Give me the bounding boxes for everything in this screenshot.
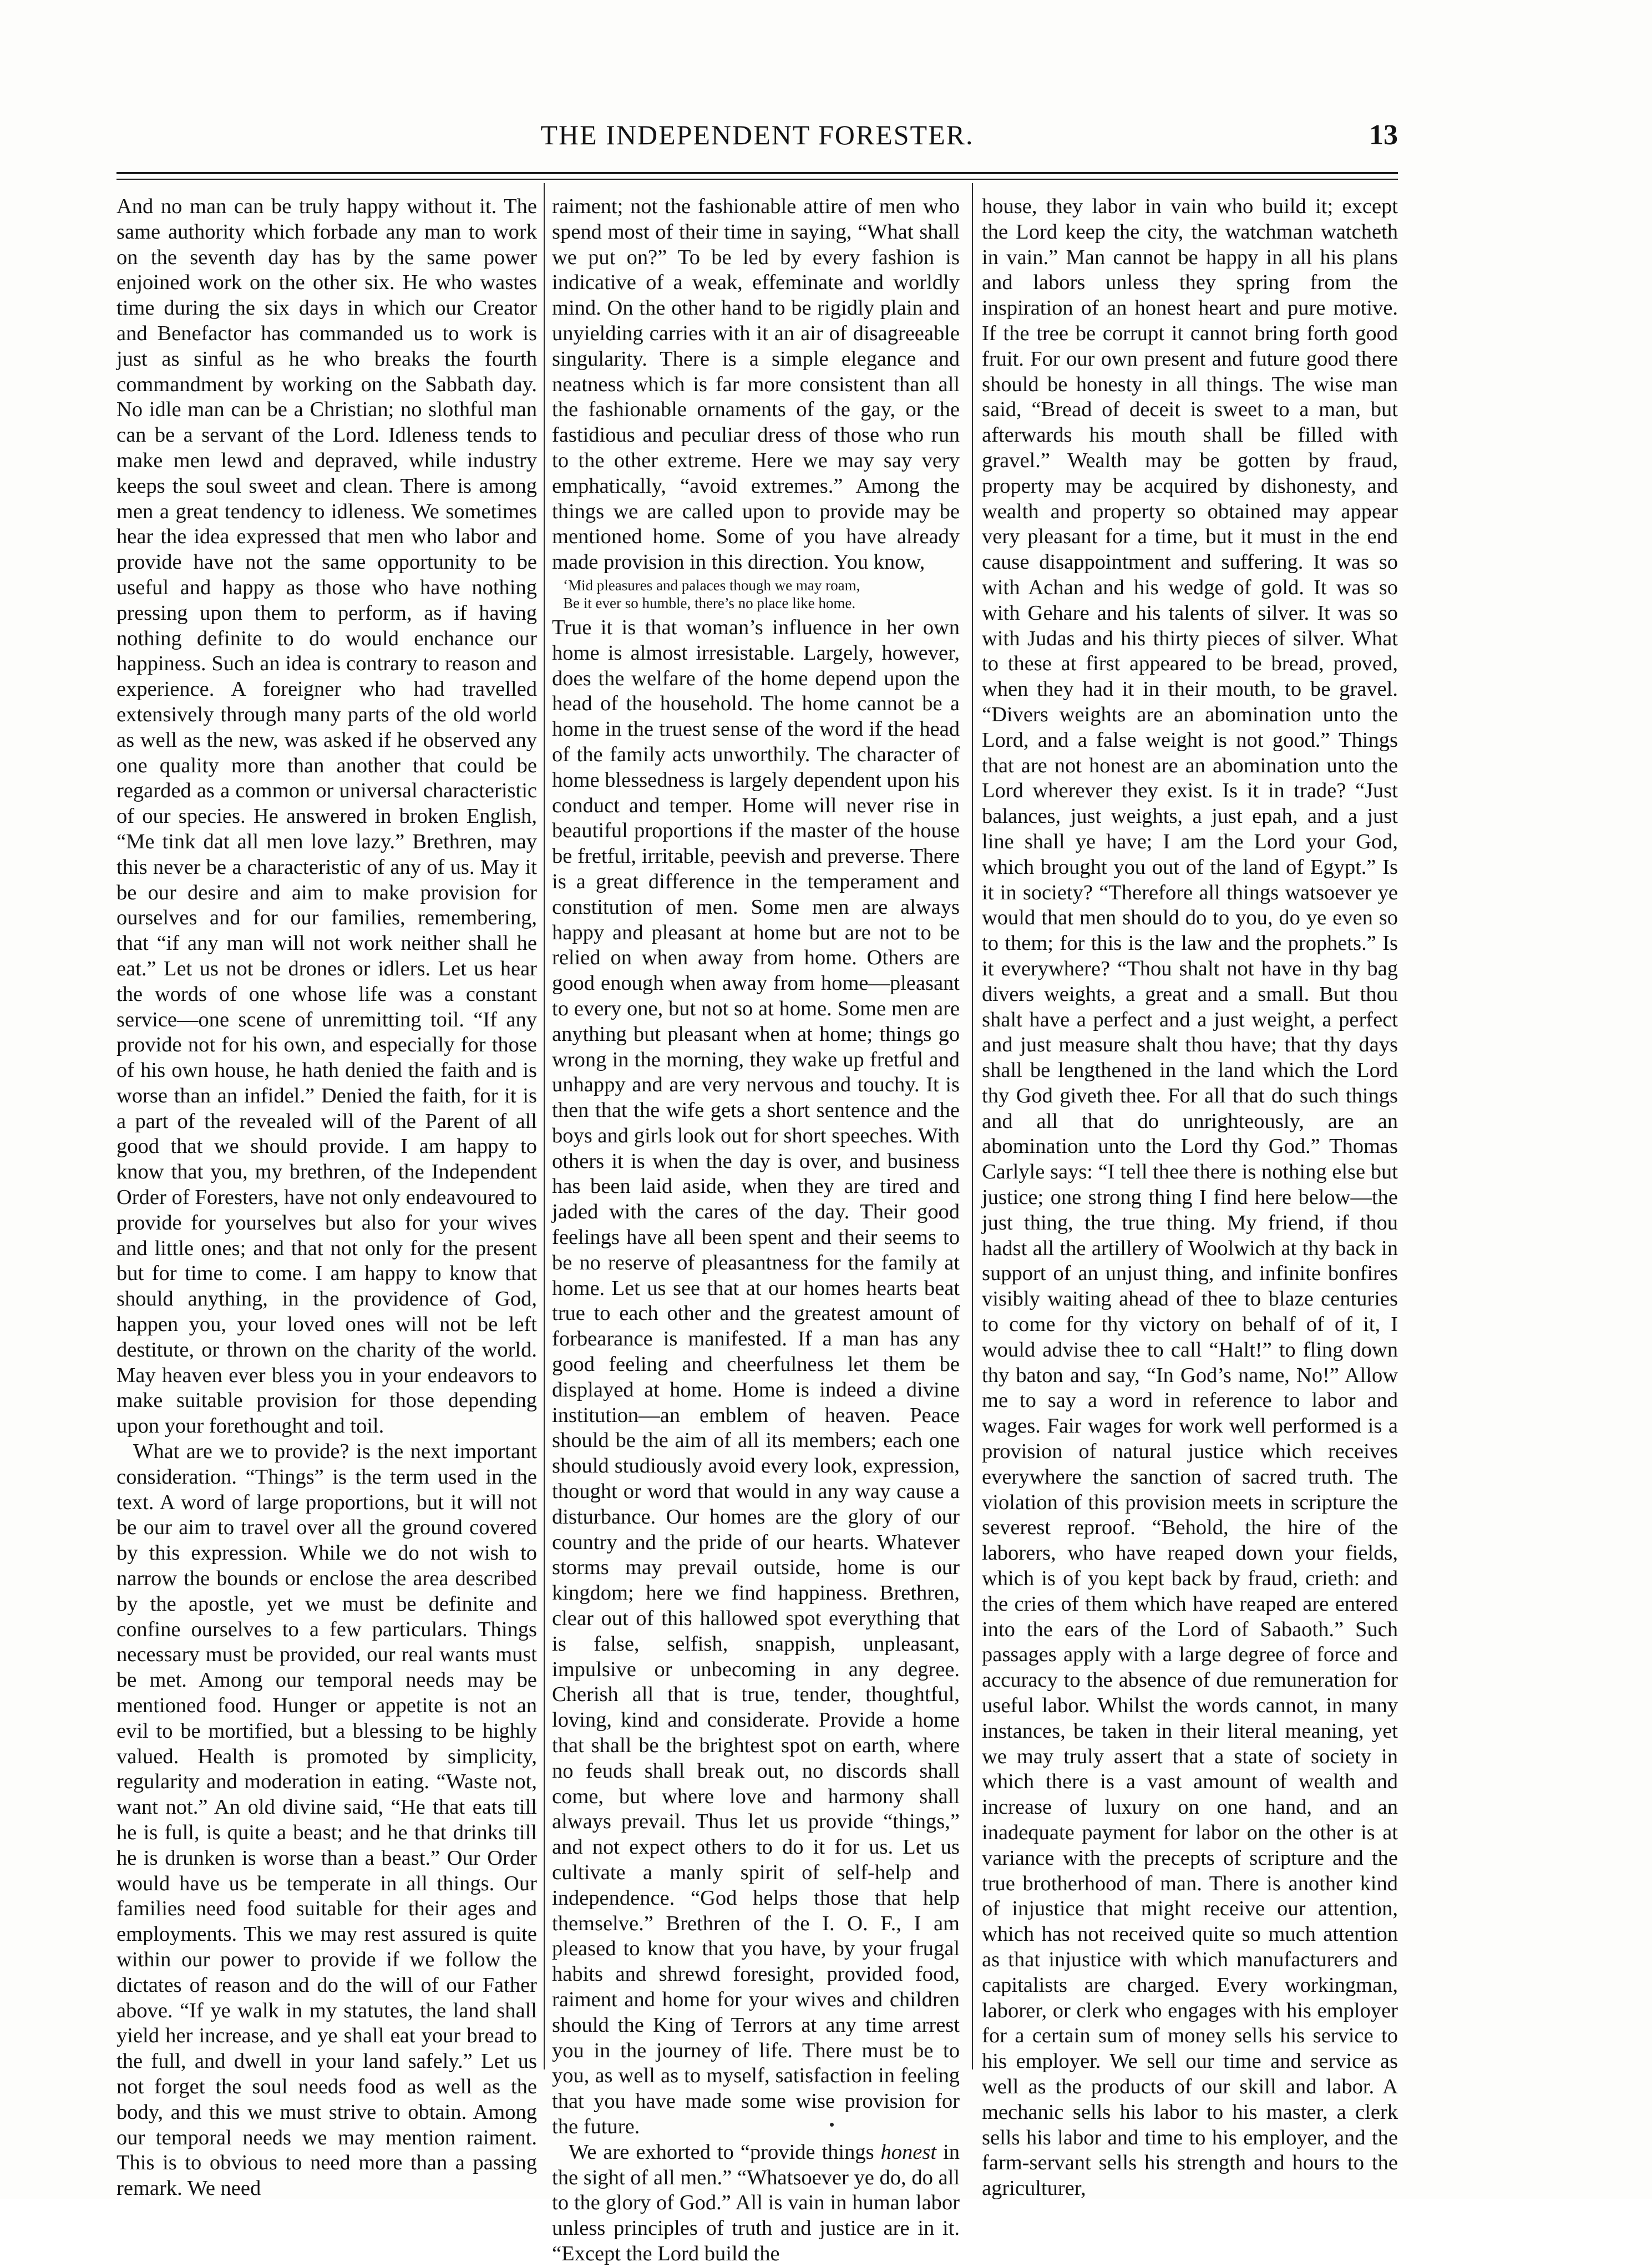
header-rule-thick [116, 172, 1398, 174]
text-column-2 [552, 194, 960, 2265]
paragraph: What are we to provide? is the next important consideration. “Things” is the term used in the text. A word of large proportions, but it will not be our aim to travel over all the ground covered by this expression. While we do not wish to narrow the bounds or enclose the area described by the apostle, yet we must be definite and confine ourselves to a few particulars. Things necessary must be provided, our real wants must be met. Among our temporal needs may be mentioned food. Hunger or appetite is not an evil to be mortified, but a blessing to be highly valued. Health is promoted by simplicity, regularity and moderation in eating. “Waste not, want not.” An old divine said, “He that eats till he is full, is quite a beast; and he that drinks till he is drunken is worse than a beast.” Our Order would have us be temperate in all things. Our families need food suitable for their ages and employments. This we may rest assured is quite within our power to provide if we follow the dictates of reason and do the will of our Father above. “If ye walk in my statutes, the land shall yield her increase, and ye shall eat your bread to the full, and dwell in your land safely.” Let us not forget the soul needs food as well as the body, and this we must strive to obtain. Among our temporal needs we may mention raiment. This is to obvious to need more than a passing remark. We need [116, 1440, 537, 2200]
verse-quotation [552, 576, 960, 612]
column-divider-1 [544, 183, 545, 2069]
page-number: 13 [1369, 119, 1398, 151]
paragraph: raiment; not the fashionable attire of men who spend most of their time in saying, “What shall we put on?” To be led by every fashion is indicative of a weak, effeminate and worldly mind. On the other hand to be rigidly plain and unyielding carries with it an air of disagreeable singularity. There is a simple elegance and neatness which is far more consistent than all the fashionable ornaments of the gay, or the fastidious and peculiar dress of those who run to the other extreme. Here we may say very emphatically, “avoid extremes.” Among the things we are called upon to provide may be mentioned home. Some of you have already made provision in this direction. You know, [552, 195, 960, 574]
masthead-title: THE INDEPENDENT FORESTER. [540, 119, 974, 150]
page-header [116, 119, 1398, 158]
italic-word: honest [880, 2140, 937, 2164]
text-column-1 [116, 194, 537, 2200]
paragraph: house, they labor in vain who build it; except the Lord keep the city, the watchman watcheth in vain.” Man cannot be happy in all his plans and labors unless they spring from the inspiration of an honest heart and pure motive. If the tree be corrupt it cannot bring forth good fruit. For our own present and future good there should be honesty in all things. The wise man said, “Bread of deceit is sweet to a man, but afterwards his mouth shall be filled with gravel.” Wealth may be gotten by fraud, property may be acquired by dishonesty, and wealth and property so obtained may appear very pleasant for a time, but it must in the end cause disappointment and suffering. It was so with Achan and his wedge of gold. It was so with Gehare and his talents of silver. It was so with Judas and his thirty pieces of silver. What to these at first appeared to be bread, proved, when they had it in their mouth, to be gravel. “Divers weights are an abomination unto the Lord, and a false weight is not good.” Things that are not honest are an abomination unto the Lord wherever they exist. Is it in trade? “Just balances, just weights, a just epah, and a just line shall ye have; I am the Lord your God, which brought you out of the land of Egypt.” Is it in society? “Therefore all things watsoever ye would that men should do to you, do ye even so to them; for this is the law and the prophets.” Is it everywhere? “Thou shalt not have in thy bag divers weights, a great and a small. But thou shalt have a perfect and a just weight, a perfect and just measure shalt thou have; that thy days shall be lengthened in the land which the Lord thy God giveth thee. For all that do such things and all that do unrighteously, are an abomination unto the Lord thy God.” Thomas Carlyle says: “I tell thee there is nothing else but justice; one strong thing I find here below—the just thing, the true thing. My friend, if thou hadst all the artillery of Woolwich at thy back in support of an unjust thing, and infinite bonfires visibly waiting ahead of thee to blaze centuries to come for thy victory on behalf of of it, I would advise thee to call “Halt!” to fling down thy baton and say, “In God’s name, No!” Allow me to say a word in reference to labor and wages. Fair wages for work well performed is a provision of natural justice which receives everywhere the sanction of sacred truth. The violation of this provision meets in scripture the severest reproof. “Behold, the hire of the laborers, who have reaped down your fields, which is of you kept back by fraud, crieth: and the cries of them which have reaped are entered into the ears of the Lord of Sabaoth.” Such passages apply with a large degree of force and accuracy to the absence of due remuneration for useful labor. Whilst the words cannot, in many instances, be taken in their literal meaning, yet we may truly assert that a state of society in which there is a vast amount of wealth and increase of luxury on one hand, and an inadequate payment for labor on the other is at variance with the precepts of scripture and the true brotherhood of man. There is another kind of injustice that might receive our attention, which has not received quite so much attention as that injustice with which manufacturers and capitalists are charged. Every workingman, laborer, or clerk who engages with his employer for a certain sum of money sells his service to his employer. We sell our time and service as well as the products of our skill and labor. A mechanic sells his labor to his master, a clerk sells his labor and time to his employer, and the farm-servant sells his strength and hours to the agriculturer, [982, 195, 1398, 2200]
column-divider-2 [972, 183, 973, 2069]
verse-line: ‘Mid pleasures and palaces though we may roam, [563, 576, 860, 594]
paragraph: And no man can be truly happy without it. The same authority which forbade any man to work on the seventh day has by the same power enjoined work on the other six. He who wastes time during the six days in which our Creator and Benefactor has commanded us to work is just as sinful as he who breaks the fourth commandment by working on the Sabbath day. No idle man can be a Christian; no slothful man can be a servant of the Lord. Idleness tends to make men lewd and depraved, while industry keeps the soul sweet and clean. There is among men a great tendency to idleness. We sometimes hear the idea expressed that men who labor and provide have not the same opportunity to be useful and happy as those who have nothing pressing upon them to perform, as if having nothing definite to do would enchance our happiness. Such an idea is contrary to reason and experience. A foreigner who had travelled extensively through many parts of the old world as well as the new, was asked if he observed any one quality more than another that could be regarded as a common or universal characteristic of our species. He answered in broken English, “Me tink dat all men love lazy.” Brethren, may this never be a characteristic of any of us. May it be our desire and aim to make provision for ourselves and for our families, remembering, that “if any man will not work neither shall he eat.” Let us not be drones or idlers. Let us hear the words of one whose life was a constant service—one scene of unremitting toil. “If any provide not for his own, and especially for those of his own house, he hath denied the faith and is worse than an infidel.” Denied the faith, for it is a part of the revealed will of the Parent of all good that we should provide. I am happy to know that you, my brethren, of the Independent Order of Foresters, have not only endeavoured to provide for yourselves but also for your wives and little ones; and that not only for the present but for time to come. I am happy to know that should anything, in the providence of God, happen you, your loved ones will not be left destitute, or thrown on the charity of the world. May heaven ever bless you in your endeavors to make suitable provision for those depending upon your forethought and toil. [116, 195, 537, 1438]
text-run: in the sight of all men.” “Whatsoever ye do, do all to the glory of God.” All is vain in human labor unless principles of truth and justice are in it. “Except the Lord build the [552, 2140, 960, 2265]
ink-dot [830, 2123, 834, 2127]
verse-line: Be it ever so humble, there’s no place like home. [563, 594, 856, 611]
paragraph: True it is that woman’s influence in her own home is almost irresistable. Largely, however, does the welfare of the home depend upon the head of the household. The home cannot be a home in the truest sense of the word if the head of the family acts unworthily. The character of home blessedness is largely dependent upon his conduct and temper. Home will never rise in beautiful proportions if the master of the house be fretful, irritable, peevish and preverse. There is a great difference in the temperament and constitution of men. Some men are always happy and pleasant at home but are not to be relied on when away from home. Others are good enough when away from home—pleasant to every one, but not so at home. Some men are anything but pleasant when at home; things go wrong in the morning, they wake up fretful and unhappy and are very nervous and touchy. It is then that the wife gets a short sentence and the boys and girls look out for short speeches. With others it is when the day is over, and business has been laid aside, when they are tired and jaded with the cares of the day. Their good feelings have all been spent and their seems to be no reserve of pleasantness for the family at home. Let us see that at our homes hearts beat true to each other and the greatest amount of forbearance is manifested. If a man has any good feeling and cheerfulness let them be displayed at home. Home is indeed a divine institution—an emblem of heaven. Peace should be the aim of all its members; each one should studiously avoid every look, expression, thought or word that would in any way cause a disturbance. Our homes are the glory of our country and the pride of our hearts. Whatever storms may prevail outside, home is our kingdom; here we find happiness. Brethren, clear out of this hallowed spot everything that is false, selfish, snappish, unpleasant, impulsive or unbecoming in any degree. Cherish all that is true, tender, thoughtful, loving, kind and considerate. Provide a home that shall be the brightest spot on earth, where no feuds shall break out, no discords shall come, but where love and harmony shall always prevail. Thus let us provide “things,” and not expect others to do it for us. Let us cultivate a manly spirit of self-help and independence. “God helps those that help themselve.” Brethren of the I. O. F., I am pleased to know that you have, by your frugal habits and shrewd foresight, provided food, raiment and home for your wives and children should the King of Terrors at any time arrest you in the journey of life. There must be to you, as well as to myself, satisfaction in feeling that you have made some wise provision for the future. [552, 615, 960, 2138]
text-column-3 [982, 194, 1398, 2200]
paragraph [552, 2140, 960, 2267]
text-run: We are exhorted to “provide things [569, 2140, 881, 2164]
header-rule-thin [116, 179, 1398, 180]
